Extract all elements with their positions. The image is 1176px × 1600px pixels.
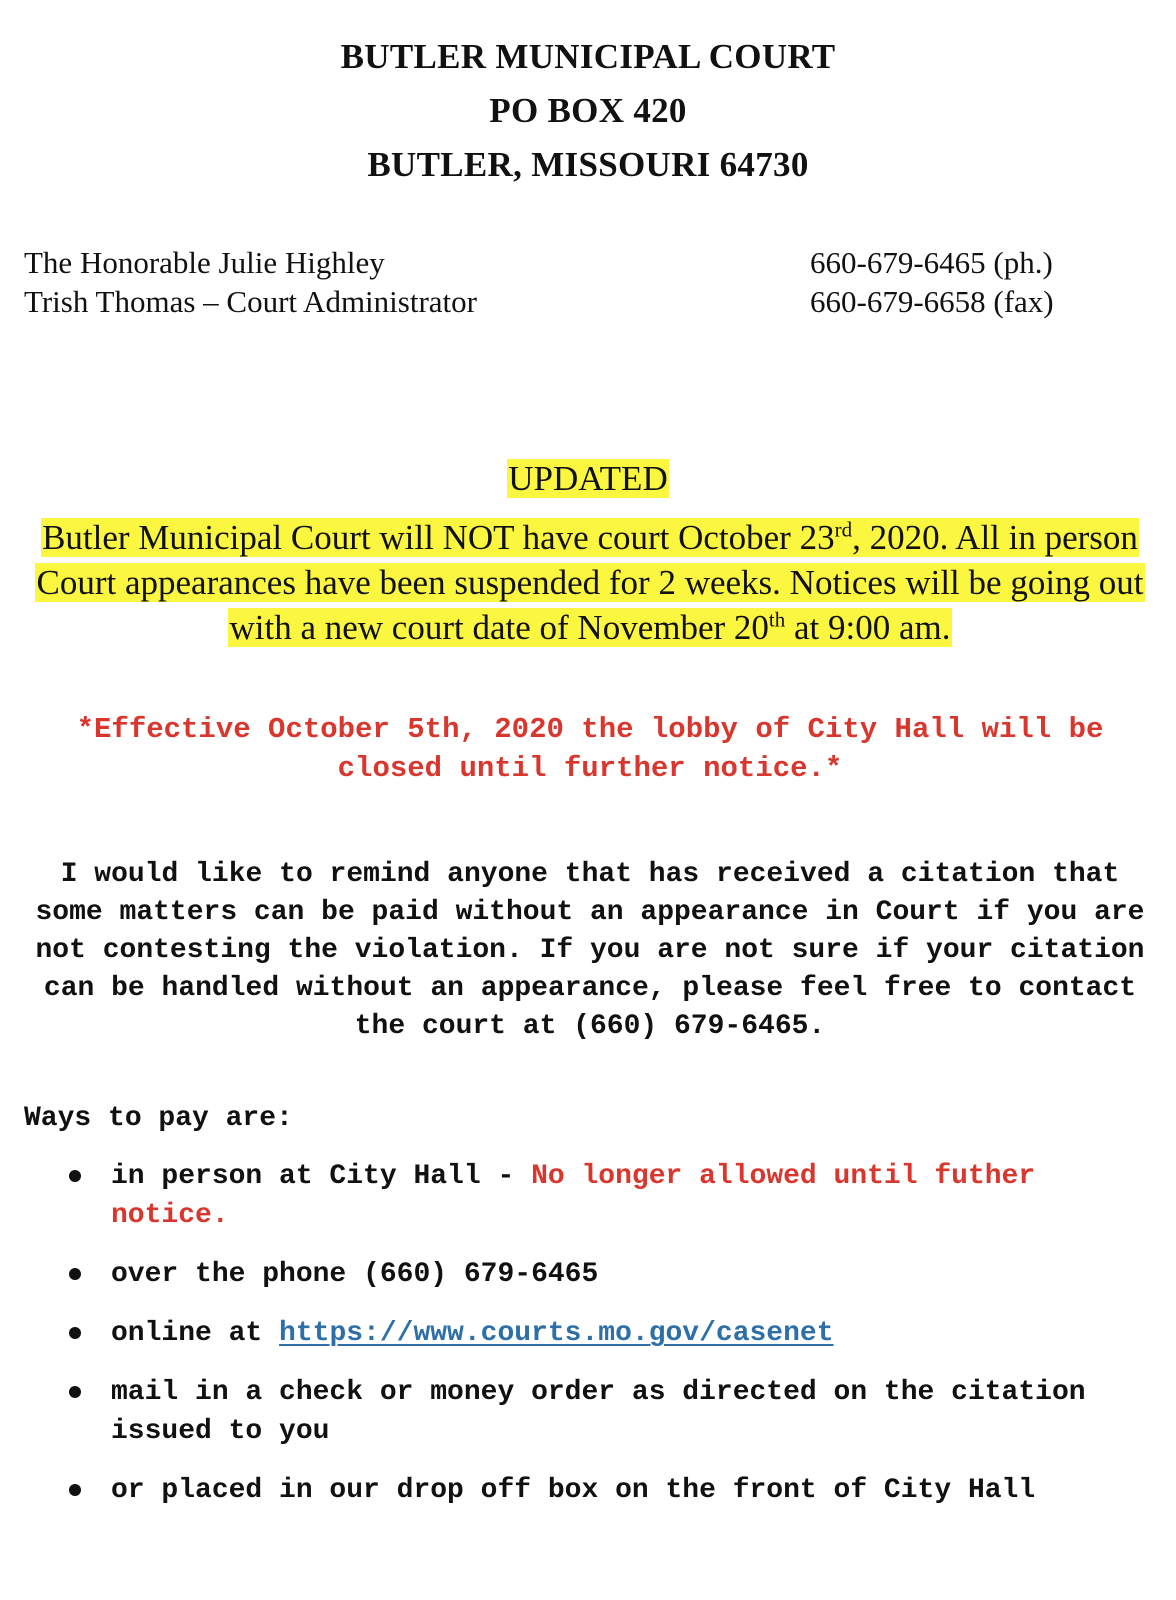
notice-text-part2: , 2020. All in person Court appearances have been suspended for 2 weeks. Notices will be going out with a new court date of November 20 bbox=[36, 518, 1144, 647]
updated-heading bbox=[0, 457, 1176, 501]
casenet-link[interactable]: https://www.courts.mo.gov/casenet bbox=[279, 1318, 834, 1349]
pay-drop-box: or placed in our drop off box on the front of City Hall bbox=[111, 1475, 1036, 1506]
pay-by-phone: over the phone (660) 679-6465 bbox=[111, 1259, 599, 1290]
pay-in-person: in person at City Hall - bbox=[111, 1161, 532, 1192]
lobby-closed-notice: *Effective October 5th, 2020 the lobby of City Hall will be closed until further notice.* bbox=[76, 713, 1104, 785]
bullet-icon bbox=[69, 1268, 81, 1280]
court-po-box: PO BOX 420 bbox=[489, 91, 687, 130]
bullet-icon bbox=[69, 1484, 81, 1496]
fax-number: 660-679-6658 (fax) bbox=[810, 284, 1054, 319]
staff-contacts bbox=[24, 243, 477, 321]
notice-superscript-rd: rd bbox=[834, 517, 853, 542]
ways-to-pay-list bbox=[65, 1157, 1145, 1530]
list-item bbox=[65, 1314, 1145, 1353]
list-item bbox=[65, 1373, 1145, 1451]
phone-number: 660-679-6465 (ph.) bbox=[810, 245, 1053, 280]
list-item bbox=[65, 1255, 1145, 1294]
notice-text-part3: at 9:00 am. bbox=[785, 608, 951, 647]
updated-label: UPDATED bbox=[508, 459, 668, 498]
court-name: BUTLER MUNICIPAL COURT bbox=[340, 37, 836, 76]
pay-in-person-note: No longer allowed until futher notice. bbox=[111, 1161, 1036, 1231]
list-item bbox=[65, 1157, 1145, 1235]
ways-to-pay-heading: Ways to pay are: bbox=[24, 1103, 293, 1134]
payment-reminder: I would like to remind anyone that has received a citation that some matters can be paid without an appearance in Court if you are not contesting the violation. If you are not sure if your citation can be handled without an appearance, please feel free to contact the court at (660) 679-6465. bbox=[35, 859, 1145, 1042]
notice-text-part1: Butler Municipal Court will NOT have court October 23 bbox=[42, 518, 835, 557]
court-city-state: BUTLER, MISSOURI 64730 bbox=[367, 145, 809, 184]
letterhead bbox=[0, 30, 1176, 192]
bullet-icon bbox=[69, 1327, 81, 1339]
notice-highlight bbox=[35, 518, 1144, 647]
judge-name: The Honorable Julie Highley bbox=[24, 245, 385, 280]
administrator-name: Trish Thomas – Court Administrator bbox=[24, 284, 477, 319]
court-cancellation-notice bbox=[30, 515, 1150, 650]
bullet-icon bbox=[69, 1386, 81, 1398]
pay-online-label: online at bbox=[111, 1318, 280, 1349]
pay-by-mail: mail in a check or money order as directed on the citation issued to you bbox=[111, 1377, 1086, 1447]
notice-superscript-th: th bbox=[768, 607, 786, 632]
bullet-icon bbox=[69, 1170, 81, 1182]
list-item bbox=[65, 1471, 1145, 1510]
phone-contacts bbox=[810, 243, 1054, 321]
